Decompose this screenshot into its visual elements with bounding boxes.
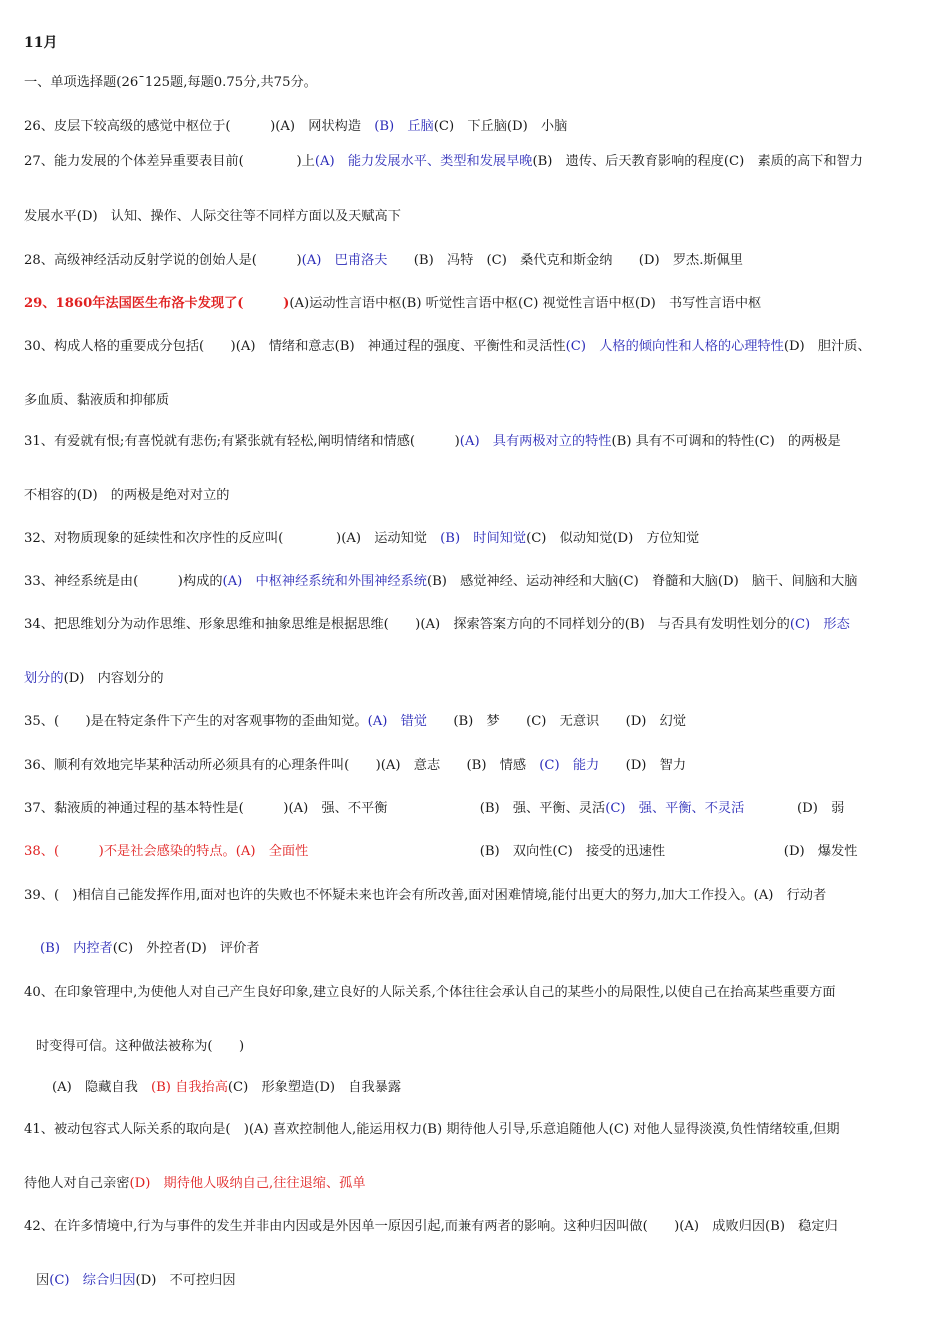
question-text: 28、高级神经活动反射学说的创始人是( ) <box>24 253 302 268</box>
options-text: (D) 内容划分的 <box>63 671 164 686</box>
question-line <box>24 984 836 1002</box>
month-heading: 11月 <box>24 35 58 51</box>
question-text: 不相容的(D) 的两极是绝对对立的 <box>24 488 230 503</box>
answer-highlight: (C) 人格的倾向性和人格的心理特性 <box>565 339 784 354</box>
options-text: (B) 梦 (C) 无意识 (D) 幻觉 <box>426 714 687 729</box>
question-text: 36、顺利有效地完毕某种活动所必须具有的心理条件叫( )(A) 意志 (B) 情感 <box>24 758 540 773</box>
question-text: 41、被动包容式人际关系的取向是( )(A) 喜欢控制他人,能运用权力(B) 期待他人引导,乐意追随他人(C) 对他人显得淡漠,负性情绪较重,但期 <box>24 1122 840 1137</box>
answer-highlight: (B) 时间知觉 <box>440 531 527 546</box>
section-intro: 一、单项选择题(26¯125题,每题0.75分,共75分。 <box>24 75 317 90</box>
question-line <box>24 670 164 688</box>
options-text: (D) 弱 <box>744 801 845 816</box>
question-text: 多血质、黏液质和抑郁质 <box>24 393 170 408</box>
question-text: 30、构成人格的重要成分包括( )(A) 情绪和意志(B) 神通过程的强度、平衡性和灵活性 <box>24 339 566 354</box>
answer-highlight: (A) 错觉 <box>367 714 427 729</box>
question-text: 34、把思维划分为动作思维、形象思维和抽象思维是根据思维( )(A) 探索答案方向的不同样划分的(B) 与否具有发明性划分的 <box>24 617 790 632</box>
question-text: 35、( )是在特定条件下产生的对客观事物的歪曲知觉。 <box>24 714 368 729</box>
question-line <box>40 940 259 958</box>
options-text: (D) 不可控归因 <box>135 1273 236 1288</box>
question-line <box>24 295 761 313</box>
question-line <box>24 1218 838 1236</box>
question-line <box>24 713 686 731</box>
question-line <box>24 392 169 410</box>
answer-highlight: (C) 形态 <box>789 617 850 632</box>
answer-highlight: (C) 强、平衡、不灵活 <box>605 801 745 816</box>
question-line <box>24 338 871 356</box>
answer-highlight: (A) 能力发展水平、类型和发展早晚 <box>314 154 533 169</box>
answer-highlight: (A) 具有两极对立的特性 <box>459 434 612 449</box>
question-line <box>24 118 567 136</box>
question-line <box>24 573 857 591</box>
options-text: (C) 外控者(D) 评价者 <box>112 941 260 956</box>
answer-highlight: (A) 中枢神经系统和外围神经系统 <box>222 574 427 589</box>
question-line <box>24 800 844 818</box>
options-text: (B) 冯特 (C) 桑代克和斯金纳 (D) 罗杰.斯佩里 <box>387 253 743 268</box>
question-line <box>24 252 743 270</box>
answer-highlight-red: 38、( )不是社会感染的特点。(A) 全面性 <box>24 844 309 859</box>
question-line <box>24 616 850 634</box>
answer-highlight: (A) 巴甫洛夫 <box>301 253 388 268</box>
options-text: (B) 具有不可调和的特性(C) 的两极是 <box>611 434 841 449</box>
options-text: (C) 似动知觉(D) 方位知觉 <box>526 531 700 546</box>
question-text: 39、( )相信自己能发挥作用,面对也许的失败也不怀疑未来也许会有所改善,面对困难情境,能付出更大的努力,加大工作投入。(A) 行动者 <box>24 888 827 903</box>
answer-highlight-red: (D) 期待他人吸纳自己,往往退缩、孤单 <box>129 1176 366 1191</box>
question-text: 待他人对自己亲密 <box>24 1176 130 1191</box>
question-line <box>24 843 857 861</box>
answer-highlight: (C) 综合归因 <box>49 1273 136 1288</box>
question-text: 32、对物质现象的延续性和次序性的反应叫( )(A) 运动知觉 <box>24 531 441 546</box>
question-text: 因 <box>36 1273 50 1288</box>
options-text: (B) 遗传、后天教育影响的程度(C) 素质的高下和智力 <box>532 154 863 169</box>
question-line <box>36 1272 236 1290</box>
options-text: (B) 感觉神经、运动神经和大脑(C) 脊髓和大脑(D) 脑干、间脑和大脑 <box>426 574 858 589</box>
question-text: 发展水平(D) 认知、操作、人际交往等不同样方面以及天赋高下 <box>24 209 401 224</box>
options-text: (B) 双向性(C) 接受的迅速性 (D) 爆发性 <box>308 844 858 859</box>
options-text: (C) 下丘脑(D) 小脑 <box>433 119 568 134</box>
question-line <box>24 757 686 775</box>
question-text: 27、能力发展的个体差异重要表目前( )上 <box>24 154 315 169</box>
question-line <box>24 433 841 451</box>
question-text: 26、皮层下较高级的感觉中枢位于( )(A) 网状构造 <box>24 119 375 134</box>
options-text: (D) 智力 <box>599 758 687 773</box>
answer-highlight: 划分的 <box>24 671 64 686</box>
answer-highlight: (B) 丘脑 <box>374 119 434 134</box>
answer-highlight: (C) 能力 <box>539 758 600 773</box>
highlighted-question: 29、1860年法国医生布洛卡发现了( ) <box>24 296 290 311</box>
question-line <box>52 1079 401 1097</box>
options-text: (A)运动性言语中枢(B) 听觉性言语中枢(C) 视觉性言语中枢(D) 书写性言语中枢 <box>289 296 762 311</box>
question-line <box>24 208 401 226</box>
question-text: (A) 隐藏自我 <box>52 1080 151 1095</box>
options-text: (D) 胆汁质、 <box>783 339 871 354</box>
question-line <box>24 887 826 905</box>
answer-highlight: (B) 内控者 <box>40 941 113 956</box>
question-text: 31、有爱就有恨;有喜悦就有悲伤;有紧张就有轻松,阐明情绪和情感( ) <box>24 434 460 449</box>
question-text: 33、神经系统是由( )构成的 <box>24 574 223 589</box>
question-line <box>36 1038 244 1056</box>
question-text: 37、黏液质的神通过程的基本特性是( )(A) 强、不平衡 (B) 强、平衡、灵活 <box>24 801 606 816</box>
question-line <box>24 153 863 171</box>
question-line <box>24 487 230 505</box>
question-line <box>24 1175 366 1193</box>
question-text: 时变得可信。这种做法被称为( ) <box>36 1039 245 1054</box>
options-text: (C) 形象塑造(D) 自我暴露 <box>227 1080 402 1095</box>
question-text: 40、在印象管理中,为使他人对自己产生良好印象,建立良好的人际关系,个体往往会承认自己的某些小的局限性,以使自己在抬高某些重要方面 <box>24 985 836 1000</box>
answer-highlight-red: (B) 自我抬高 <box>150 1080 228 1095</box>
question-line <box>24 530 699 548</box>
question-text: 42、在许多情境中,行为与事件的发生并非由内因或是外因单一原因引起,而兼有两者的影响。这种归因叫做( )(A) 成败归因(B) 稳定归 <box>24 1219 838 1234</box>
question-line <box>24 1121 840 1139</box>
